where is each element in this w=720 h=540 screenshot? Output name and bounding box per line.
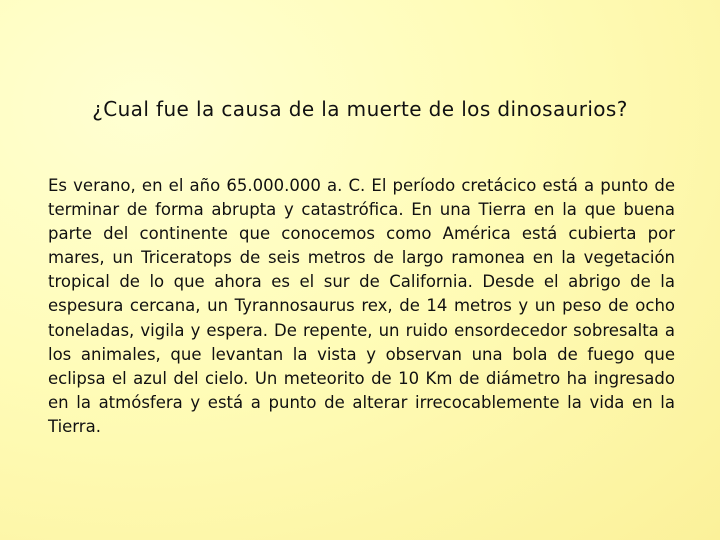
body-paragraph: Es verano, en el año 65.000.000 a. C. El período cretácico está a punto de terminar de forma abrupta y catastrófica. En una Tierra en la que buena parte del continente que conocemos como América está cubierta por mares, un Triceratops de seis metros de largo ramonea en la vegetación tropical de lo que ahora es el sur de California. Desde el abrigo de la espesura cercana, un Tyrannosaurus rex, de 14 metros y un peso de ocho toneladas, vigila y espera. De repente, un ruido ensordecedor sobresalta a los animales, que levantan la vista y observan una bola de fuego que eclipsa el azul del cielo. Un meteorito de 10 Km de diámetro ha ingresado en la atmósfera y está a punto de alterar irrecocablemente la vida en la Tierra. <box>48 176 675 436</box>
slide-title: ¿Cual fue la causa de la muerte de los dinosaurios? <box>92 97 628 121</box>
